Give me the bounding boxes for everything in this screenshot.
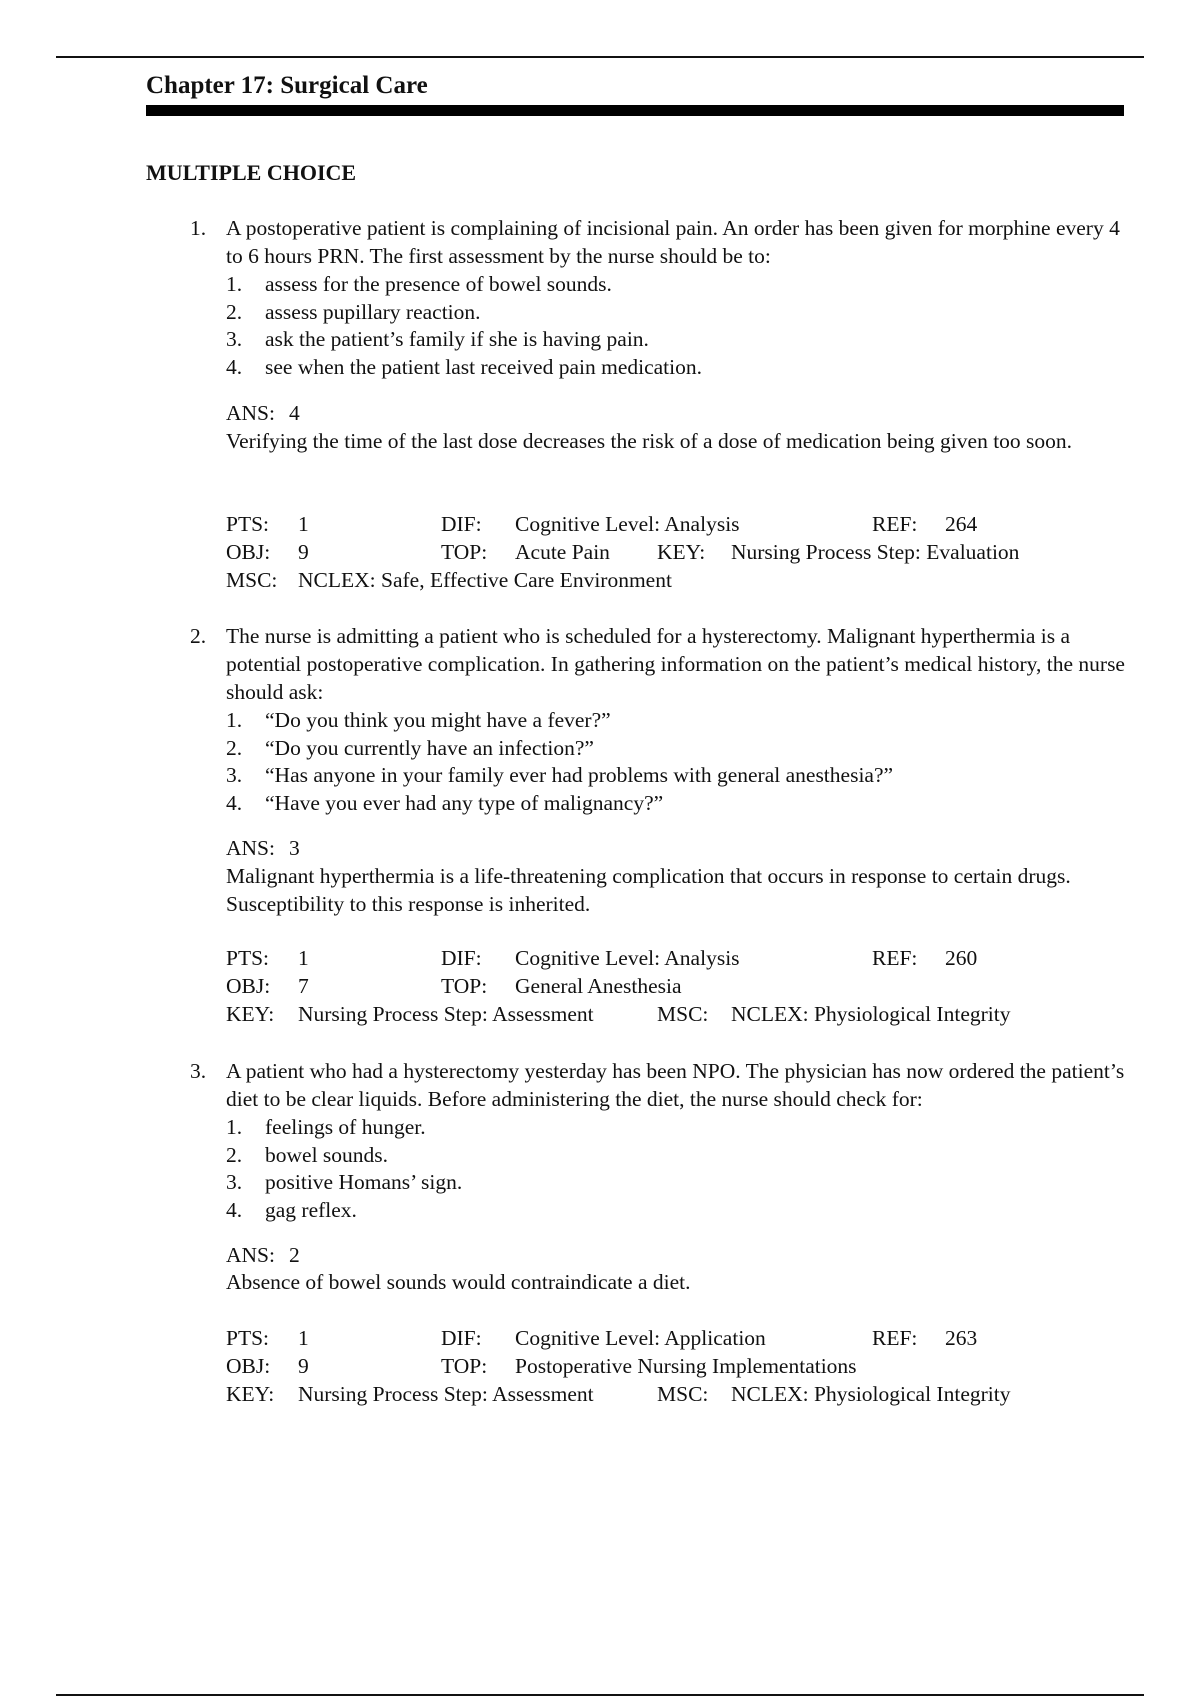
dif-value: Cognitive Level: Analysis: [515, 512, 740, 536]
answer-line: [226, 1241, 300, 1269]
key-label: KEY:: [226, 1382, 275, 1406]
question-number: 1.: [190, 216, 207, 240]
answer-line: [226, 834, 300, 862]
option-number: 4.: [226, 1197, 243, 1222]
option-text: assess for the presence of bowel sounds.: [265, 272, 612, 296]
ref-label: REF:: [872, 946, 918, 970]
key-value: Nursing Process Step: Assessment: [298, 1382, 594, 1406]
ref-value: 260: [945, 946, 978, 970]
key-value: Nursing Process Step: Evaluation: [731, 540, 1020, 564]
title-underline-bar: [146, 105, 1124, 116]
option-text: feelings of hunger.: [265, 1115, 426, 1139]
top-value: Postoperative Nursing Implementations: [515, 1354, 857, 1378]
top-label: TOP:: [441, 540, 488, 564]
rationale: Absence of bowel sounds would contraindicate a diet.: [226, 1270, 691, 1294]
msc-label: MSC:: [657, 1002, 709, 1026]
question-stem: A patient who had a hysterectomy yesterday has been NPO. The physician has now ordered the patient’s diet to be clear liquids. Before administering the diet, the nurse should check for:: [226, 1059, 1125, 1111]
answer-label: ANS:: [226, 836, 275, 860]
obj-label: OBJ:: [226, 974, 271, 998]
option-text: “Do you currently have an infection?”: [265, 735, 594, 760]
pts-value: 1: [298, 512, 309, 536]
key-value: Nursing Process Step: Assessment: [298, 1002, 594, 1026]
option-number: 1.: [226, 272, 243, 296]
option-text: ask the patient’s family if she is having pain.: [265, 327, 649, 351]
question-number: 2.: [190, 624, 207, 648]
option-number: 4.: [226, 354, 243, 379]
obj-value: 9: [298, 1354, 309, 1378]
answer-line: [226, 399, 300, 427]
answer-value: 2: [288, 1243, 300, 1267]
option-text: “Has anyone in your family ever had problems with general anesthesia?”: [265, 763, 894, 787]
option-text: “Do you think you might have a fever?”: [265, 708, 611, 732]
option-number: 1.: [226, 1115, 243, 1139]
obj-value: 9: [298, 540, 309, 564]
dif-label: DIF:: [441, 946, 482, 970]
answer-value: 4: [288, 401, 300, 425]
key-label: KEY:: [226, 1002, 275, 1026]
pts-label: PTS:: [226, 512, 270, 536]
question-1: [0, 214, 1200, 594]
ref-value: 263: [945, 1326, 978, 1350]
msc-value: NCLEX: Physiological Integrity: [731, 1002, 1011, 1026]
msc-label: MSC:: [657, 1382, 709, 1406]
ref-label: REF:: [872, 512, 918, 536]
top-label: TOP:: [441, 974, 488, 998]
question-number: 3.: [190, 1059, 207, 1083]
answer-value: 3: [288, 836, 300, 860]
chapter-title: Chapter 17: Surgical Care: [146, 72, 428, 99]
ref-label: REF:: [872, 1326, 918, 1350]
answer-label: ANS:: [226, 401, 275, 425]
question-stem: A postoperative patient is complaining of incisional pain. An order has been given for morphine every 4 to 6 hours PRN. The first assessment by the nurse should be to:: [226, 216, 1120, 268]
obj-value: 7: [298, 974, 309, 998]
option-number: 2.: [226, 1142, 243, 1167]
pts-value: 1: [298, 1326, 309, 1350]
option-number: 3.: [226, 327, 243, 351]
option-text: assess pupillary reaction.: [265, 299, 481, 324]
option-number: 3.: [226, 1170, 243, 1194]
top-label: TOP:: [441, 1354, 488, 1378]
answer-label: ANS:: [226, 1243, 275, 1267]
pts-label: PTS:: [226, 1326, 270, 1350]
question-stem: The nurse is admitting a patient who is scheduled for a hysterectomy. Malignant hyperthermia is a potential postoperative complication. In gathering information on the patient’s medical history, the nurse should ask:: [226, 624, 1125, 704]
rationale: Malignant hyperthermia is a life-threatening complication that occurs in response to certain drugs. Susceptibility to this response is inherited.: [226, 864, 1071, 916]
rationale: Verifying the time of the last dose decreases the risk of a dose of medication being given too soon.: [226, 429, 1073, 453]
option-text: “Have you ever had any type of malignancy?”: [265, 790, 664, 815]
top-value: General Anesthesia: [515, 974, 682, 998]
bottom-rule: [56, 1694, 1144, 1696]
option-number: 1.: [226, 708, 243, 732]
ref-value: 264: [945, 512, 978, 536]
top-value: Acute Pain: [515, 540, 610, 564]
option-number: 2.: [226, 299, 243, 324]
obj-label: OBJ:: [226, 1354, 271, 1378]
dif-value: Cognitive Level: Application: [515, 1326, 766, 1350]
top-rule: [56, 56, 1144, 58]
pts-value: 1: [298, 946, 309, 970]
dif-label: DIF:: [441, 1326, 482, 1350]
option-text: positive Homans’ sign.: [265, 1170, 463, 1194]
question-2: [0, 622, 1200, 1032]
key-label: KEY:: [657, 540, 706, 564]
option-number: 3.: [226, 763, 243, 787]
pts-label: PTS:: [226, 946, 270, 970]
obj-label: OBJ:: [226, 540, 271, 564]
option-text: see when the patient last received pain medication.: [265, 354, 702, 379]
section-title: MULTIPLE CHOICE: [146, 160, 357, 185]
option-number: 4.: [226, 790, 243, 815]
question-3: [0, 1057, 1200, 1417]
msc-label: MSC:: [226, 568, 278, 592]
dif-value: Cognitive Level: Analysis: [515, 946, 740, 970]
dif-label: DIF:: [441, 512, 482, 536]
msc-value: NCLEX: Safe, Effective Care Environment: [298, 568, 672, 592]
msc-value: NCLEX: Physiological Integrity: [731, 1382, 1011, 1406]
option-text: bowel sounds.: [265, 1142, 389, 1167]
option-number: 2.: [226, 735, 243, 760]
option-text: gag reflex.: [265, 1197, 357, 1222]
